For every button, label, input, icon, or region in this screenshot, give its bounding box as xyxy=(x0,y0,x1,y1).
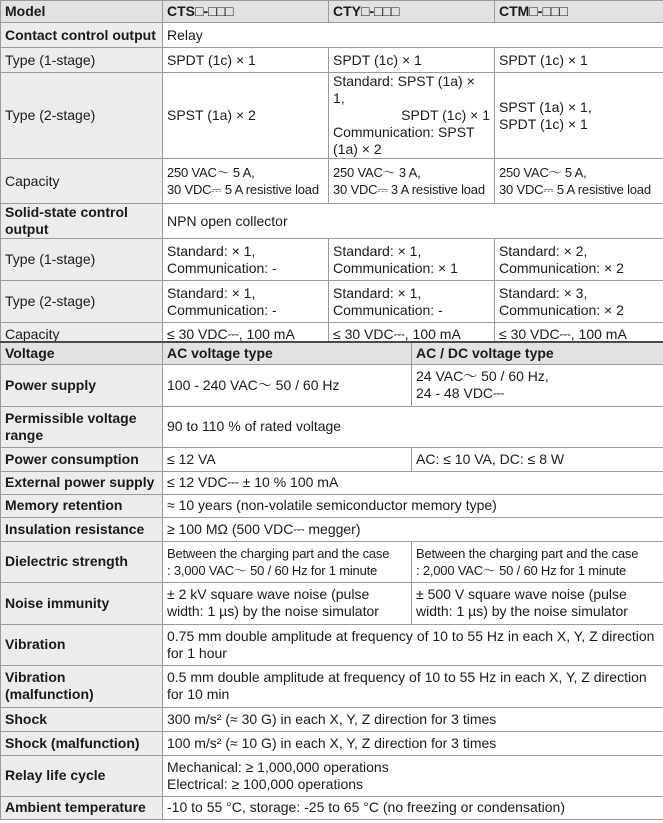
ambient-temperature-row xyxy=(1,796,663,819)
cell-line: Communication: × 1 xyxy=(333,259,458,276)
cell-line: width: 1 µs) by the noise simulator xyxy=(416,603,628,619)
row-label: Type (1-stage) xyxy=(1,48,163,73)
contact-output-row xyxy=(1,23,663,48)
cell-line: 250 VAC～ 3 A, xyxy=(333,165,421,180)
noise-immunity-row xyxy=(1,582,663,624)
cell-line: Standard: × 3, xyxy=(499,284,588,301)
cell-line: SPDT (1c) × 1 xyxy=(499,115,588,132)
cell: 300 m/s² (≈ 30 G) in each X, Y, Z direction for 3 times xyxy=(163,707,663,731)
cell-line: Communication: × 2 xyxy=(499,259,624,276)
row-label: Capacity xyxy=(1,323,163,346)
row-label xyxy=(1,406,163,447)
row-label: Type (1-stage) xyxy=(1,239,163,281)
cell-line: for 1 hour xyxy=(167,644,227,661)
row-label: Vibration xyxy=(1,624,163,665)
model-header: Model xyxy=(1,1,163,23)
cell-line: 30 VDC⎓ 5 A resistive load xyxy=(499,182,651,197)
cell-line: ± 500 V square wave noise (pulse xyxy=(416,586,627,602)
row-label: Memory retention xyxy=(1,494,163,517)
cell-line: Communication: - xyxy=(167,301,277,318)
specification-table xyxy=(0,341,663,820)
vibration-row xyxy=(1,624,663,665)
cell xyxy=(495,239,663,281)
cell-line: Standard: × 1, xyxy=(167,284,256,301)
cell: ≥ 100 MΩ (500 VDC⎓ megger) xyxy=(163,517,663,541)
cell-line: 30 VDC⎓ 5 A resistive load xyxy=(167,182,319,197)
row-label: Ambient temperature xyxy=(1,796,163,819)
cell: ≤ 30 VDC⎓, 100 mA xyxy=(163,323,329,346)
row-label: Type (2-stage) xyxy=(1,281,163,323)
model-header-row xyxy=(1,1,663,23)
cell-line: Communication: × 2 xyxy=(499,301,624,318)
cell: AC: ≤ 10 VA, DC: ≤ 8 W xyxy=(412,447,663,471)
cell xyxy=(495,281,663,323)
cell-line: 24 - 48 VDC⎓ xyxy=(416,385,505,401)
contact-output-value: Relay xyxy=(163,23,663,48)
cell: ≤ 30 VDC⎓, 100 mA xyxy=(329,323,495,346)
cell-line: Communication: - xyxy=(167,259,277,276)
cell-line: Standard: × 1, xyxy=(167,242,256,259)
cell: 100 - 240 VAC～ 50 / 60 Hz xyxy=(163,364,412,406)
cell xyxy=(163,665,663,707)
cell: 90 to 110 % of rated voltage xyxy=(163,406,663,447)
cell: SPST (1a) × 2 xyxy=(163,73,329,159)
cell xyxy=(329,73,495,159)
voltage-header: Voltage xyxy=(1,342,163,364)
shock-row xyxy=(1,707,663,731)
row-label: Relay life cycle xyxy=(1,755,163,796)
cell xyxy=(412,364,663,406)
cell-line: Between the charging part and the case xyxy=(416,545,639,561)
cell xyxy=(412,541,663,582)
external-power-row xyxy=(1,471,663,494)
solid-type2-row xyxy=(1,281,663,323)
cell xyxy=(163,159,329,204)
row-label xyxy=(1,665,163,707)
cell-line: 0.5 mm double amplitude at frequency of 10 to 55 Hz in each X, Y, Z direction xyxy=(167,669,647,685)
contact-type1-row xyxy=(1,48,663,73)
cell xyxy=(329,281,495,323)
cell-line: Communication: - xyxy=(333,301,443,318)
row-label: Dielectric strength xyxy=(1,541,163,582)
cell-line: Mechanical: ≥ 1,000,000 operations xyxy=(167,758,389,775)
control-output-table xyxy=(0,0,663,346)
cell-line: SPST (1a) × 1, xyxy=(499,98,592,115)
cell-line: 250 VAC～ 5 A, xyxy=(499,165,587,180)
cell-line: ± 2 kV square wave noise (pulse xyxy=(167,586,370,602)
vibration-malfunction-row xyxy=(1,665,663,707)
contact-output-title: Contact control output xyxy=(1,23,163,48)
contact-capacity-row xyxy=(1,159,663,204)
label-line: Permissible voltage xyxy=(5,409,137,426)
cell-line: Standard: × 1, xyxy=(333,284,422,301)
cell-line: Standard: SPST (1a) × 1, xyxy=(333,73,475,106)
solid-output-title: Solid-state control output xyxy=(1,204,163,239)
label-line: range xyxy=(5,426,44,443)
ac-type-header: AC voltage type xyxy=(163,342,412,364)
cell-line: 24 VAC～ 50 / 60 Hz, xyxy=(416,368,549,384)
power-consumption-row xyxy=(1,447,663,471)
solid-output-value: NPN open collector xyxy=(163,204,663,239)
insulation-resistance-row xyxy=(1,517,663,541)
label-line: Vibration xyxy=(5,669,66,685)
cell: 100 m/s² (≈ 10 G) in each X, Y, Z direction for 3 times xyxy=(163,731,663,755)
cell xyxy=(329,159,495,204)
cell: SPDT (1c) × 1 xyxy=(163,48,329,73)
cell xyxy=(163,582,412,624)
cell-line: for 10 min xyxy=(167,686,230,702)
cell-line: SPDT (1c) × 1 xyxy=(401,107,490,123)
cell: -10 to 55 °C, storage: -25 to 65 °C (no freezing or condensation) xyxy=(163,796,663,819)
cell-line: width: 1 µs) by the noise simulator xyxy=(167,603,379,619)
row-label: External power supply xyxy=(1,471,163,494)
voltage-header-row xyxy=(1,342,663,364)
cell xyxy=(412,582,663,624)
cell: ≤ 12 VA xyxy=(163,447,412,471)
solid-output-row xyxy=(1,204,663,239)
cell-line: 30 VDC⎓ 3 A resistive load xyxy=(333,182,485,197)
relay-life-row xyxy=(1,755,663,796)
cell-line: 0.75 mm double amplitude at frequency of 10 to 55 Hz in each X, Y, Z direction xyxy=(167,627,655,644)
contact-type2-row xyxy=(1,73,663,159)
cell: SPDT (1c) × 1 xyxy=(495,48,663,73)
solid-type1-row xyxy=(1,239,663,281)
cell: SPDT (1c) × 1 xyxy=(329,48,495,73)
cell-line: : 2,000 VAC～ 50 / 60 Hz for 1 minute xyxy=(416,562,627,578)
dielectric-strength-row xyxy=(1,541,663,582)
cell-line: : 3,000 VAC～ 50 / 60 Hz for 1 minute xyxy=(167,562,378,578)
cell-line: (1a) × 2 xyxy=(333,141,382,157)
label-line: (malfunction) xyxy=(5,686,94,702)
row-label: Noise immunity xyxy=(1,582,163,624)
row-label: Insulation resistance xyxy=(1,517,163,541)
row-label: Shock xyxy=(1,707,163,731)
row-label: Capacity xyxy=(1,159,163,204)
cell-line: Communication: SPST xyxy=(333,124,475,140)
cell: ≤ 12 VDC⎓ ± 10 % 100 mA xyxy=(163,471,663,494)
cell xyxy=(329,239,495,281)
cell: ≤ 30 VDC⎓, 100 mA xyxy=(495,323,663,346)
cell xyxy=(163,624,663,665)
cell-line: Standard: × 1, xyxy=(333,242,422,259)
memory-retention-row xyxy=(1,494,663,517)
cell xyxy=(163,281,329,323)
cell: ≈ 10 years (non-volatile semiconductor memory type) xyxy=(163,494,663,517)
cell-line: 250 VAC～ 5 A, xyxy=(167,165,255,180)
cell-line: Electrical: ≥ 100,000 operations xyxy=(167,775,364,792)
cell xyxy=(495,159,663,204)
shock-malfunction-row xyxy=(1,731,663,755)
row-label: Shock (malfunction) xyxy=(1,731,163,755)
cell xyxy=(163,755,663,796)
power-supply-row xyxy=(1,364,663,406)
model-cty-header: CTY□-□□□ xyxy=(329,1,495,23)
row-label: Power supply xyxy=(1,364,163,406)
cell xyxy=(163,239,329,281)
row-label: Power consumption xyxy=(1,447,163,471)
cell xyxy=(495,73,663,159)
acdc-type-header: AC / DC voltage type xyxy=(412,342,663,364)
cell-line: Between the charging part and the case xyxy=(167,545,390,561)
row-label: Type (2-stage) xyxy=(1,73,163,159)
permissible-voltage-row xyxy=(1,406,663,447)
model-ctm-header: CTM□-□□□ xyxy=(495,1,663,23)
cell-line: Standard: × 2, xyxy=(499,242,588,259)
model-cts-header: CTS□-□□□ xyxy=(163,1,329,23)
cell xyxy=(163,541,412,582)
